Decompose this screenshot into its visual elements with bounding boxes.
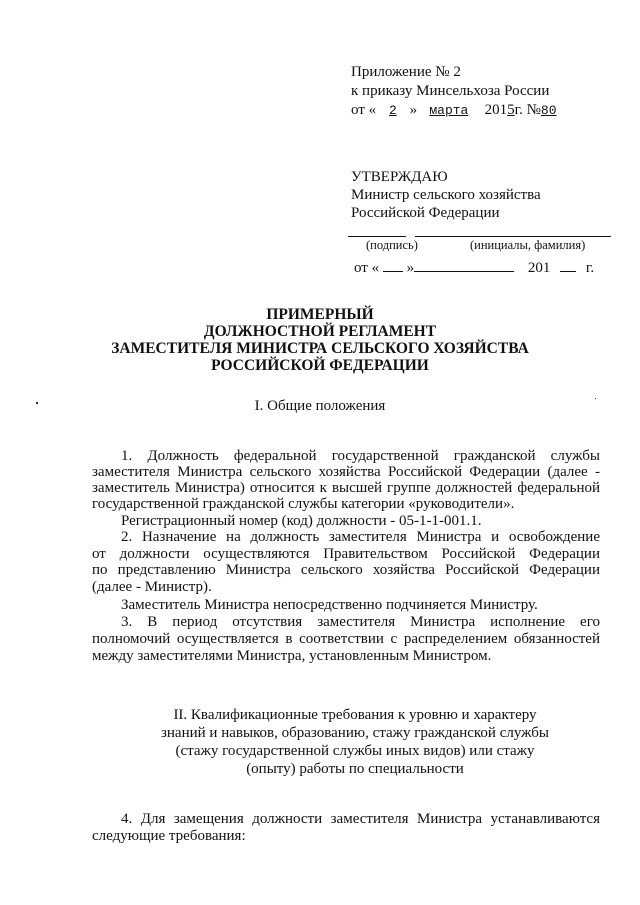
section-2-title-line-2: знаний и навыков, образованию, стажу гражданской службы <box>160 725 550 741</box>
para-1-line-3: заместитель Министра) относится к высшей группе должностей федеральной <box>92 480 600 496</box>
approval-date-prefix: от « <box>354 260 380 276</box>
para-1-registration: Регистрационный номер (код) должности - 05-1-1-001.1. <box>121 513 482 529</box>
section-2-title-line-1: II. Квалификационные требования к уровню и характеру <box>173 707 537 723</box>
para-2-line-4: (далее - Министр). <box>92 579 212 595</box>
section-2-title-line-3: (стажу государственной службы иных видов) или стажу <box>175 743 535 759</box>
approval-title: УТВЕРЖДАЮ <box>351 169 448 185</box>
para-2-line-2: от должности осуществляются Правительством Российской Федерации <box>92 546 600 562</box>
heading-line-1: ПРИМЕРНЫЙ <box>266 306 374 323</box>
appendix-line-2: к приказу Минсельхоза России <box>351 83 550 99</box>
para-4-line-1: 4. Для замещения должности заместителя Министра устанавливаются <box>121 811 600 827</box>
heading-line-3: ЗАМЕСТИТЕЛЯ МИНИСТРА СЕЛЬСКОГО ХОЗЯЙСТВА <box>111 340 529 357</box>
appendix-year-prefix: 201 <box>484 102 508 118</box>
para-1-line-4: государственной гражданской службы категории «руководители». <box>92 496 515 512</box>
heading-line-4: РОССИЙСКОЙ ФЕДЕРАЦИИ <box>211 357 429 374</box>
para-2-subordination: Заместитель Министра непосредственно подчиняется Министру. <box>121 597 538 613</box>
approval-date-line <box>354 258 614 277</box>
approval-year-blank <box>560 258 576 272</box>
section-1-title: I. Общие положения <box>254 398 386 414</box>
appendix-number: 80 <box>540 103 557 118</box>
scan-speck <box>36 402 38 404</box>
heading-line-2: ДОЛЖНОСТНОЙ РЕГЛАМЕНТ <box>203 323 437 340</box>
approval-day-blank <box>383 258 403 272</box>
para-3-line-2: полномочий осуществляется в соответствии с распределением обязанностей <box>92 631 600 647</box>
appendix-quote-close: » <box>409 102 418 118</box>
para-3-line-3: между заместителями Министра, установленным Министром. <box>92 648 492 664</box>
para-4-line-2: следующие требования: <box>92 828 246 844</box>
approval-year: 201 <box>527 260 551 276</box>
appendix-line-1: Приложение № 2 <box>351 64 461 80</box>
para-1-line-1: 1. Должность федеральной государственной гражданской службы <box>121 448 600 464</box>
approval-month-blank <box>414 258 514 272</box>
scan-speck <box>595 398 596 399</box>
approval-line-2: Российской Федерации <box>351 205 500 221</box>
appendix-year-suffix: г. № <box>514 102 541 118</box>
appendix-date-line <box>351 101 611 120</box>
approval-year-suffix: г. <box>585 260 595 276</box>
para-1-line-2: заместителя Министра сельского хозяйства Российской Федерации (далее - <box>92 464 600 480</box>
appendix-month: марта <box>429 103 469 118</box>
para-2-line-1: 2. Назначение на должность заместителя Министра и освобождение <box>121 529 600 545</box>
approval-date-mid: » <box>406 260 415 276</box>
section-2-title-line-4: (опыту) работы по специальности <box>246 761 464 777</box>
initials-line <box>415 236 611 237</box>
para-2-line-3: по представлению Министра сельского хозяйства Российской Федерации <box>92 562 600 578</box>
signature-caption: (подпись) <box>366 238 418 252</box>
signature-line <box>348 236 406 237</box>
appendix-date-prefix: от « <box>351 102 377 118</box>
approval-line-1: Министр сельского хозяйства <box>351 187 541 203</box>
initials-caption: (инициалы, фамилия) <box>470 238 586 252</box>
para-3-line-1: 3. В период отсутствия заместителя Министра исполнение его <box>121 614 600 630</box>
appendix-day: 2 <box>388 103 397 118</box>
appendix-year-digit: 5 <box>507 102 515 118</box>
